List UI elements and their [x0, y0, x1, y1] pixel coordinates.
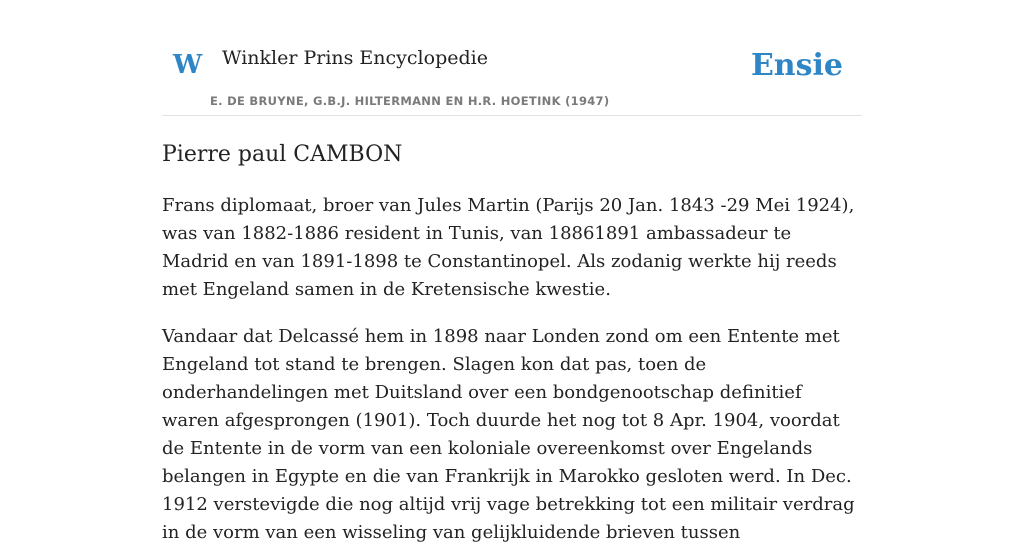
- article: [162, 139, 862, 547]
- article-paragraph-2: Vandaar dat Delcassé hem in 1898 naar Londen zond om een Entente met Engeland tot stand te brengen. Slagen kon dat pas, toen de onderhandelingen met Duitsland over een bondgenootschap definitief waren afgesprongen (1901). Toch duurde het nog tot 8 Apr. 1904, voordat de Entente in de vorm van een koloniale overeenkomst over Engelands belangen in Egypte en die van Frankrijk in Marokko gesloten werd. In Dec. 1912 verstevigde die nog altijd vrij vage betrekking tot een militair verdrag in de vorm van een wisseling van gelijkluidende brieven tussen: [162, 326, 855, 543]
- encyclopedia-title[interactable]: Winkler Prins Encyclopedie: [222, 47, 488, 69]
- encyclopedia-authors: E. DE BRUYNE, G.B.J. HILTERMANN EN H.R. HOETINK (1947): [210, 94, 610, 108]
- article-paragraph-1: Frans diplomaat, broer van Jules Martin (Parijs 20 Jan. 1843 -29 Mei 1924), was van 1882-1886 resident in Tunis, van 18861891 ambassadeur te Madrid en van 1891-1898 te Constantinopel. Als zodanig werkte hij reeds met Engeland samen in de Kretensische kwestie.: [162, 195, 855, 300]
- article-title: Pierre paul CAMBON: [162, 142, 403, 167]
- ensie-brand-logo[interactable]: Ensie: [750, 48, 843, 83]
- encyclopedia-logo-icon[interactable]: W: [173, 50, 203, 80]
- site-header: [162, 36, 862, 116]
